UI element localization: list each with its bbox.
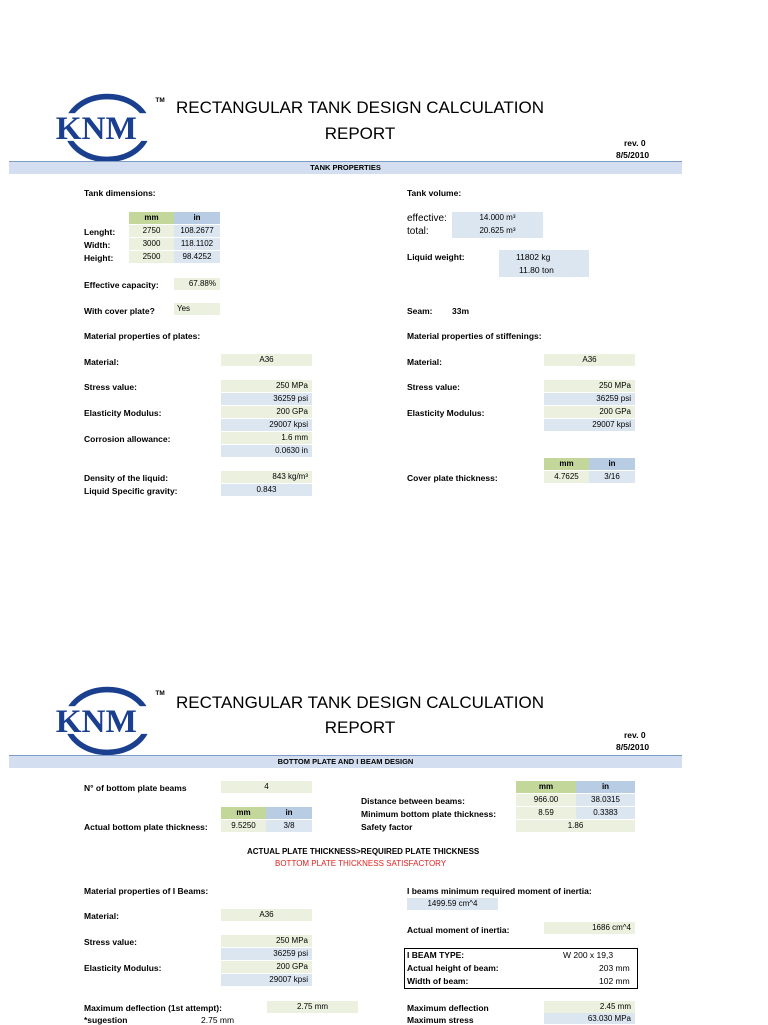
- sugestion-value: 2.75 mm: [201, 1015, 235, 1025]
- beam-type-value: W 200 x 19,3: [563, 950, 614, 960]
- thk-unit-mm: mm: [221, 807, 266, 819]
- stiff-material-label: Material:: [407, 357, 442, 367]
- ibeam-material-label: Material:: [84, 911, 119, 921]
- stiff-stress-psi: 36259 psi: [544, 393, 635, 405]
- corrosion-mm: 1.6 mm: [221, 432, 312, 444]
- n-beams-value: 4: [221, 781, 312, 793]
- logo-tm-2: TM: [155, 690, 165, 698]
- width-label: Width:: [84, 240, 111, 250]
- effective-volume-label: effective:: [407, 213, 447, 224]
- beam-height-value: 203 mm: [599, 963, 630, 973]
- beam-width-value: 102 mm: [599, 976, 630, 986]
- cover-unit-mm: mm: [544, 458, 589, 470]
- max-deflection-value: 2.75 mm: [267, 1001, 358, 1013]
- seam-label: Seam:: [407, 306, 433, 316]
- section-title-2: BOTTOM PLATE AND I BEAM DESIGN: [277, 757, 414, 766]
- stiff-elasticity-label: Elasticity Modulus:: [407, 408, 485, 418]
- corrosion-label: Corrosion allowance:: [84, 434, 171, 444]
- report-title-line2-2: REPORT: [324, 718, 396, 737]
- effective-capacity-value: 67.88%: [174, 278, 220, 290]
- logo-text-2: KNM: [55, 703, 137, 741]
- dist-unit-mm: mm: [516, 781, 576, 793]
- section-bar-bottom-plate: [9, 755, 682, 768]
- cover-thickness-in: 3/16: [589, 471, 635, 483]
- stiff-e-gpa: 200 GPa: [544, 406, 635, 418]
- section-bar-tank-properties: [9, 161, 682, 174]
- stiffenings-properties-title: Material properties of stiffenings:: [407, 331, 542, 341]
- density-value: 843 kg/m³: [221, 471, 312, 483]
- length-in: 108.2677: [174, 225, 220, 237]
- ibeam-stress-psi: 36259 psi: [221, 948, 312, 960]
- sg-value: 0.843: [221, 484, 312, 496]
- total-volume-label: total:: [407, 226, 429, 237]
- logo-text: KNM: [55, 110, 137, 148]
- dist-unit-in: in: [576, 781, 635, 793]
- min-thk-label: Minimum bottom plate thickness:: [361, 809, 497, 819]
- cover-plate-label: With cover plate?: [84, 306, 155, 316]
- report-date: 8/5/2010: [616, 150, 650, 160]
- cover-plate-value: Yes: [174, 303, 220, 315]
- report-title-line2: REPORT: [324, 124, 396, 143]
- unit-in-header: in: [174, 212, 220, 224]
- n-beams-label: N° of bottom plate beams: [84, 783, 187, 793]
- max-stress-label: Maximum stress: [407, 1015, 474, 1025]
- tank-volume-label: Tank volume:: [407, 188, 462, 198]
- plates-e-gpa: 200 GPa: [221, 406, 312, 418]
- plates-material-value: A36: [221, 354, 312, 366]
- stiff-material-value: A36: [544, 354, 635, 366]
- liquid-weight-ton: 11.80 ton: [519, 265, 554, 275]
- thk-unit-in: in: [266, 807, 312, 819]
- stiff-e-kpsi: 29007 kpsi: [544, 419, 635, 431]
- max-deflection2-value: 2.45 mm: [544, 1001, 635, 1013]
- report-title-line1-2: RECTANGULAR TANK DESIGN CALCULATION: [175, 693, 545, 712]
- min-thk-mm: 8.59: [516, 807, 576, 819]
- min-inertia-label: I beams minimum required moment of inertia:: [407, 886, 592, 896]
- report-title-line1: RECTANGULAR TANK DESIGN CALCULATION: [175, 98, 545, 117]
- effective-capacity-label: Effective capacity:: [84, 280, 159, 290]
- sg-label: Liquid Specific gravity:: [84, 486, 178, 496]
- corrosion-in: 0.0630 in: [221, 445, 312, 457]
- dist-in: 38.0315: [576, 794, 635, 806]
- report-date-2: 8/5/2010: [616, 742, 650, 752]
- beam-width-label: Width of beam:: [407, 976, 469, 986]
- actual-thk-mm: 9.5250: [221, 820, 266, 832]
- stiff-stress-label: Stress value:: [407, 382, 460, 392]
- ibeam-stress-mpa: 250 MPa: [221, 935, 312, 947]
- actual-thk-in: 3/8: [266, 820, 312, 832]
- max-deflection-label: Maximum deflection (1st attempt):: [84, 1003, 222, 1013]
- length-label: Lenght:: [84, 227, 116, 237]
- effective-volume-value: 14.000 m³: [452, 212, 543, 224]
- section-title: TANK PROPERTIES: [310, 163, 381, 172]
- actual-inertia-value: 1686 cm^4: [544, 922, 635, 934]
- plates-elasticity-label: Elasticity Modulus:: [84, 408, 162, 418]
- max-deflection2-label: Maximum deflection: [407, 1003, 489, 1013]
- density-label: Density of the liquid:: [84, 473, 169, 483]
- ibeam-e-kpsi: 29007 kpsi: [221, 974, 312, 986]
- dist-label: Distance between beams:: [361, 796, 465, 806]
- cover-thickness-mm: 4.7625: [544, 471, 589, 483]
- sugestion-label: *sugestion: [84, 1015, 128, 1025]
- actual-thk-label: Actual bottom plate thickness:: [84, 822, 208, 832]
- liquid-weight-label: Liquid weight:: [407, 252, 465, 262]
- logo-tm: TM: [155, 97, 165, 105]
- height-in: 98.4252: [174, 251, 220, 263]
- safety-factor-value: 1.86: [516, 820, 635, 832]
- plates-stress-mpa: 250 MPa: [221, 380, 312, 392]
- beam-height-label: Actual height of beam:: [407, 963, 499, 973]
- plates-material-label: Material:: [84, 357, 119, 367]
- ibeam-material-value: A36: [221, 909, 312, 921]
- min-thk-in: 0.3383: [576, 807, 635, 819]
- stiff-stress-mpa: 250 MPa: [544, 380, 635, 392]
- length-mm: 2750: [129, 225, 174, 237]
- max-stress-value: 63.030 MPa: [544, 1013, 635, 1024]
- total-volume-value: 20.625 m³: [452, 225, 543, 237]
- ibeam-properties-title: Material properties of I Beams:: [84, 886, 209, 896]
- plates-stress-label: Stress value:: [84, 382, 137, 392]
- height-label: Height:: [84, 253, 114, 263]
- tank-dimensions-label: Tank dimensions:: [84, 188, 156, 198]
- plates-properties-title: Material properties of plates:: [84, 331, 201, 341]
- seam-value: 33m: [452, 306, 470, 316]
- check-result: BOTTOM PLATE THICKNESS SATISFACTORY: [275, 859, 447, 868]
- plates-stress-psi: 36259 psi: [221, 393, 312, 405]
- rev-label: rev. 0: [624, 138, 646, 148]
- min-inertia-value: 1499.59 cm^4: [407, 898, 498, 910]
- liquid-weight-kg: 11802 kg: [516, 252, 551, 262]
- unit-mm-header: mm: [129, 212, 174, 224]
- plates-e-kpsi: 29007 kpsi: [221, 419, 312, 431]
- dist-mm: 966.00: [516, 794, 576, 806]
- safety-factor-label: Safety factor: [361, 822, 413, 832]
- check-line: ACTUAL PLATE THICKNESS>REQUIRED PLATE THICKNESS: [247, 847, 480, 856]
- height-mm: 2500: [129, 251, 174, 263]
- cover-thickness-label: Cover plate thickness:: [407, 473, 498, 483]
- actual-inertia-label: Actual moment of inertia:: [407, 925, 510, 935]
- ibeam-elasticity-label: Elasticity Modulus:: [84, 963, 162, 973]
- ibeam-stress-label: Stress value:: [84, 937, 137, 947]
- rev-label-2: rev. 0: [624, 730, 646, 740]
- width-in: 118.1102: [174, 238, 220, 250]
- ibeam-e-gpa: 200 GPa: [221, 961, 312, 973]
- cover-unit-in: in: [589, 458, 635, 470]
- width-mm: 3000: [129, 238, 174, 250]
- beam-type-label: I BEAM TYPE:: [407, 950, 465, 960]
